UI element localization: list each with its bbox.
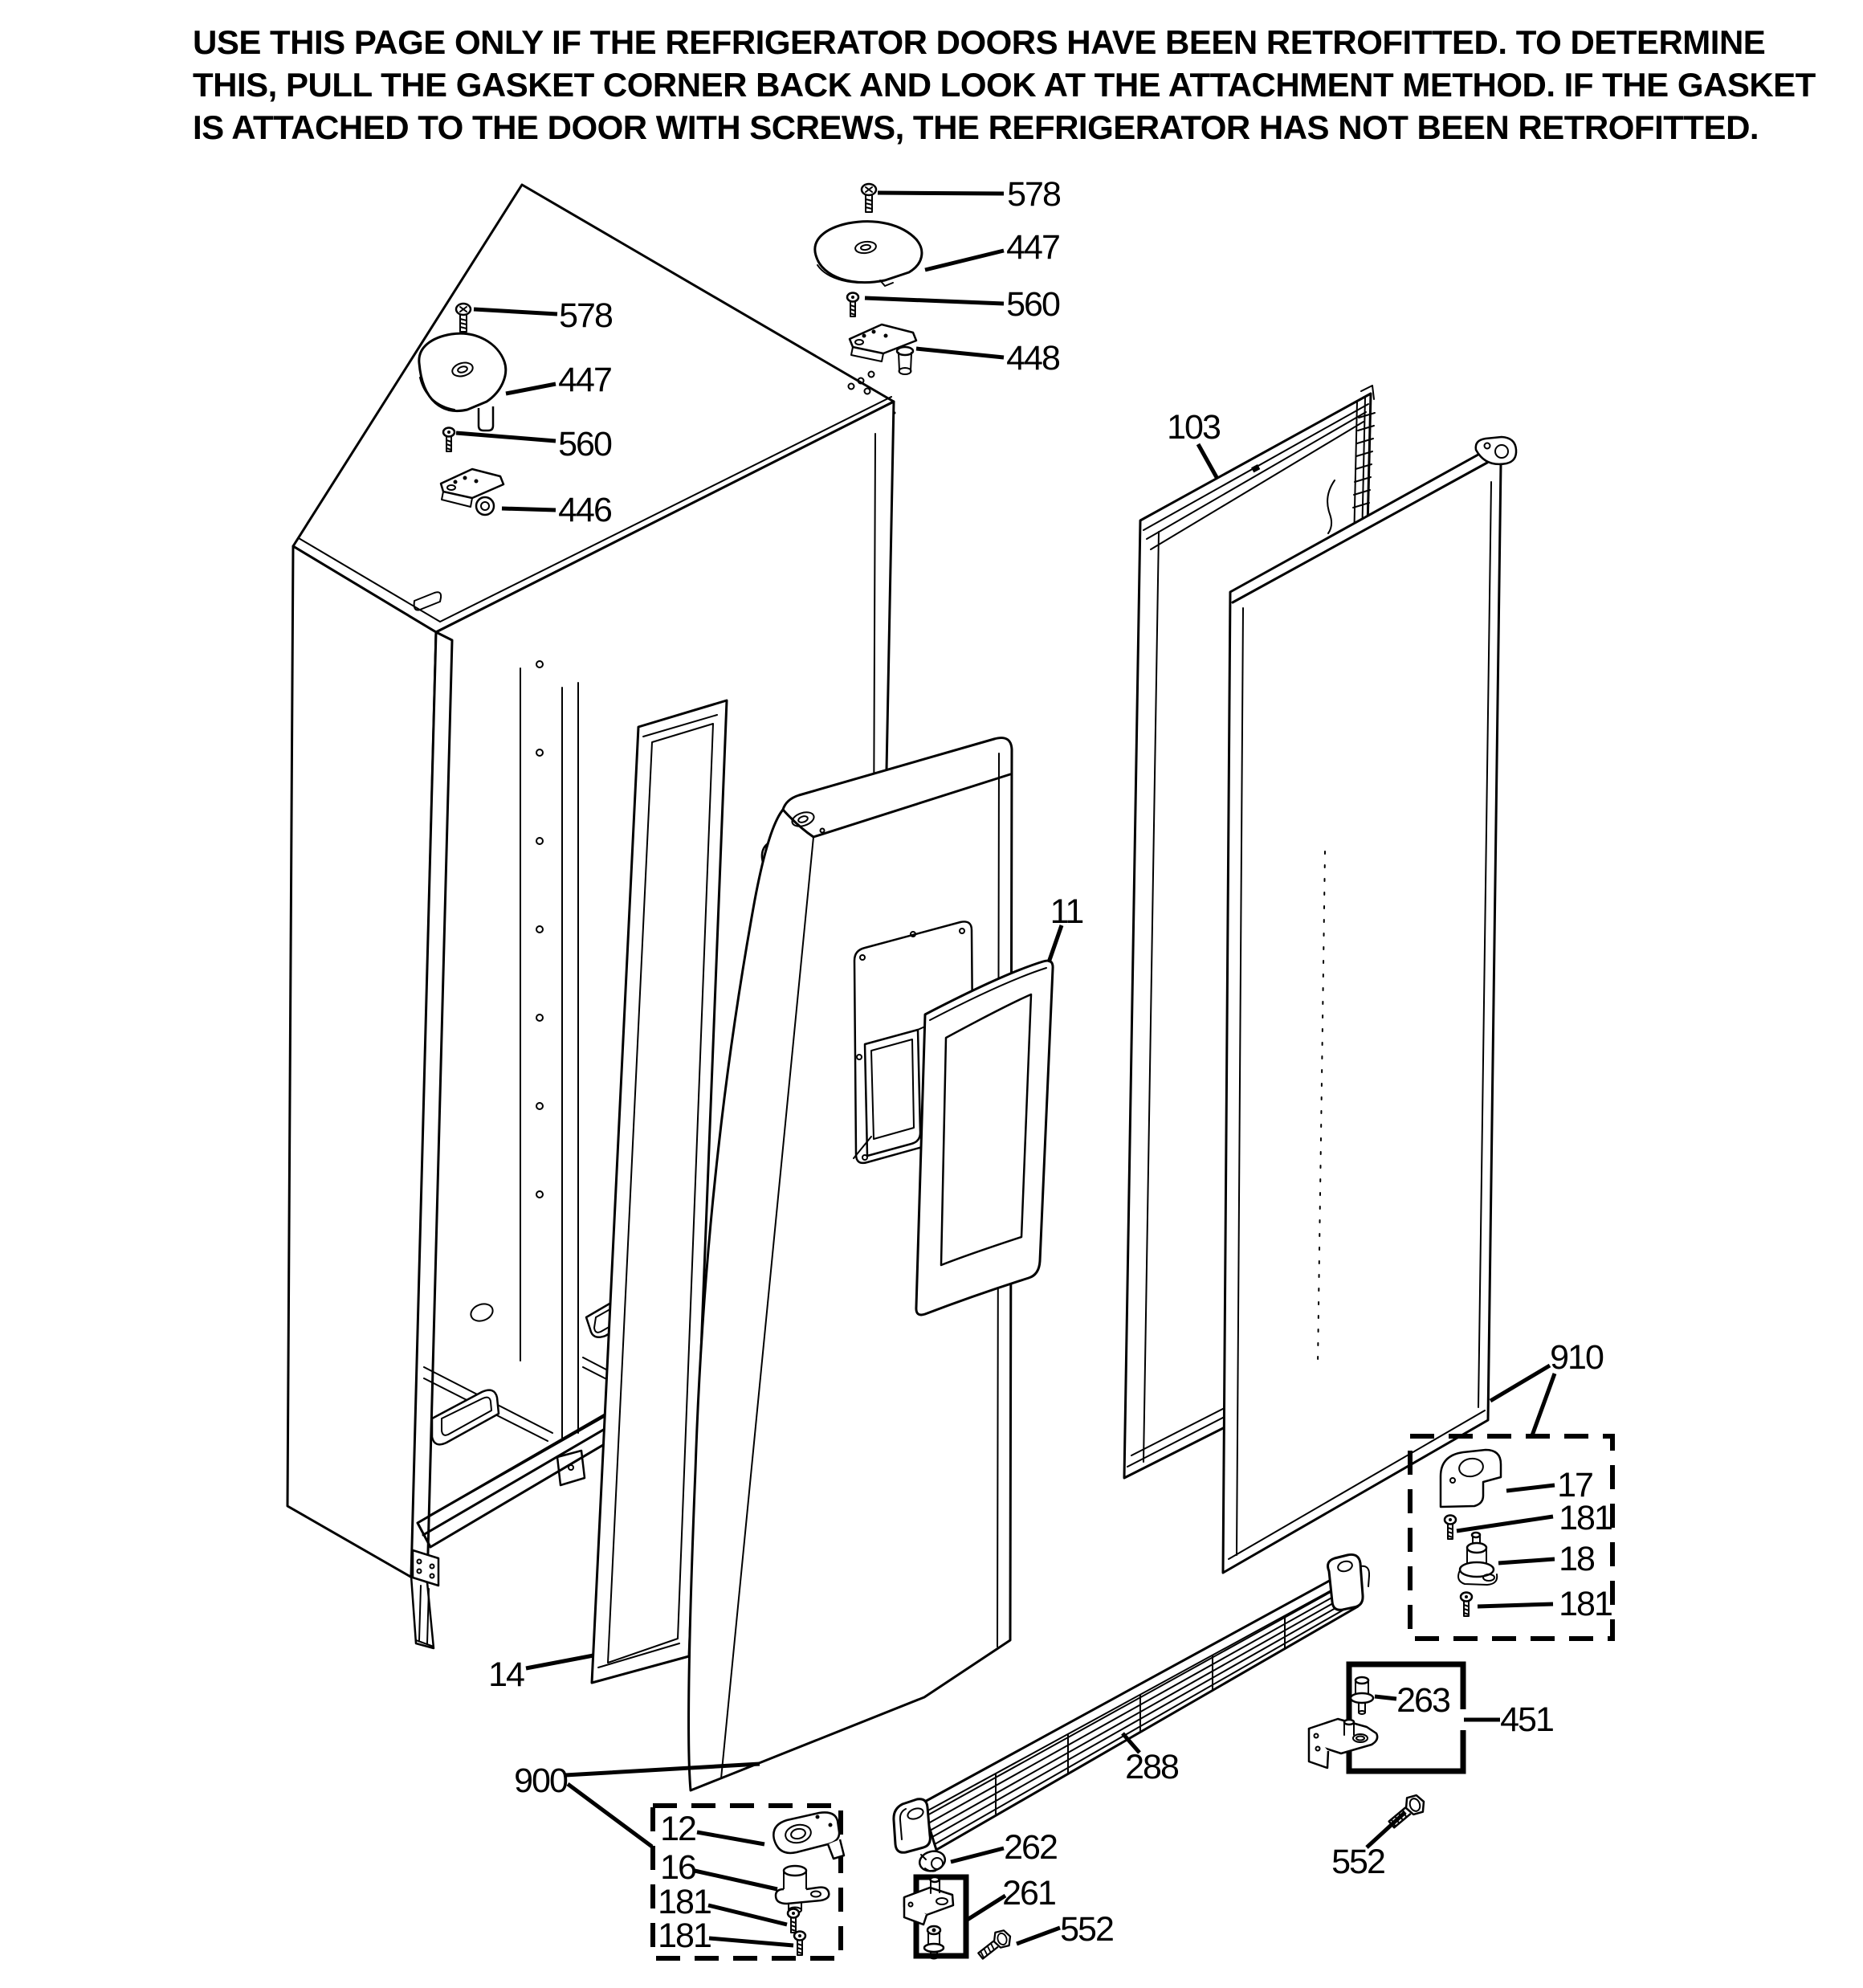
screw-181-c-icon: [788, 1909, 799, 1933]
callout-181-a: 181: [1559, 1499, 1612, 1537]
grille-right-end-cap: [1328, 1554, 1364, 1610]
leader-263: [1375, 1696, 1396, 1699]
door-handle-11: [916, 961, 1053, 1315]
callout-288: 288: [1125, 1748, 1178, 1786]
callout-451: 451: [1500, 1700, 1553, 1739]
bottom-hinge-bracket-261: [904, 1877, 953, 1925]
callout-181-d: 181: [658, 1917, 711, 1955]
instruction-line-3: IS ATTACHED TO THE DOOR WITH SCREWS, THE REFRIGERATOR HAS NOT BEEN RETROFITTED.: [193, 108, 1759, 146]
fresh-food-door: [1223, 437, 1516, 1573]
leader-447-right: [925, 251, 1004, 270]
callout-103: 103: [1167, 408, 1220, 447]
callout-448: 448: [1006, 339, 1059, 378]
leader-181-c: [708, 1905, 787, 1925]
callout-578-top-left: 578: [559, 296, 612, 335]
callout-14: 14: [488, 1655, 524, 1694]
bolt-552-mid-icon: [975, 1927, 1014, 1964]
callout-263: 263: [1396, 1681, 1449, 1720]
leader-14: [526, 1655, 593, 1668]
callout-552-right: 552: [1331, 1843, 1384, 1881]
callout-560-top-right: 560: [1006, 285, 1059, 324]
hinge-kit-261: [904, 1848, 1014, 1963]
hinge-bracket-17: [1441, 1450, 1501, 1507]
callout-446: 446: [558, 491, 611, 529]
callout-447-top-right: 447: [1006, 228, 1059, 267]
callout-910: 910: [1550, 1338, 1603, 1377]
callout-16: 16: [660, 1848, 695, 1887]
grommet-262: [917, 1848, 947, 1873]
leader-12: [697, 1832, 764, 1844]
screw-560-right-icon: [847, 293, 858, 317]
leader-18: [1498, 1559, 1555, 1563]
leader-262: [951, 1848, 1004, 1862]
leader-910: [1490, 1365, 1555, 1435]
leader-560-right: [865, 298, 1004, 304]
door-bearing-16: [776, 1866, 829, 1913]
callout-262: 262: [1004, 1828, 1057, 1867]
leader-578-right: [878, 193, 1004, 194]
top-hinge-448: [850, 325, 916, 374]
leader-103: [1198, 444, 1217, 479]
screw-578-right-icon: [862, 184, 876, 212]
callout-560-top-left: 560: [558, 425, 611, 463]
leader-446: [502, 508, 556, 510]
leader-181-d: [709, 1938, 793, 1945]
callout-900: 900: [514, 1761, 567, 1800]
leader-552-mid: [1017, 1928, 1060, 1944]
leader-181-b: [1478, 1604, 1553, 1606]
bearing-stud-18: [1458, 1533, 1497, 1585]
leader-17: [1506, 1485, 1555, 1491]
callout-181-c: 181: [658, 1883, 711, 1921]
hinge-cap-447-right: [815, 222, 922, 286]
callout-18: 18: [1559, 1540, 1594, 1578]
instruction-line-1: USE THIS PAGE ONLY IF THE REFRIGERATOR DOORS HAVE BEEN RETROFITTED. TO DETERMINE: [193, 23, 1766, 61]
callout-11: 11: [1050, 892, 1083, 931]
screw-181-d-icon: [794, 1932, 805, 1956]
leader-261: [966, 1896, 1005, 1921]
screw-181-a-icon: [1445, 1516, 1456, 1540]
cabinet-left-face: [287, 546, 436, 1578]
callout-261: 261: [1002, 1874, 1055, 1912]
leader-448: [916, 349, 1004, 357]
callout-578-top-right: 578: [1007, 175, 1060, 214]
hinge-cam-12: [773, 1812, 844, 1859]
grille-left-end-cap: [894, 1799, 930, 1853]
top-parts-right: [815, 184, 922, 374]
screw-181-b-icon: [1461, 1593, 1472, 1617]
leader-181-a: [1457, 1517, 1553, 1531]
stud-263: [1351, 1677, 1373, 1714]
callout-552-mid: 552: [1060, 1910, 1113, 1949]
bottom-hinge-bracket-451: [1309, 1719, 1377, 1768]
instruction-line-2: THIS, PULL THE GASKET CORNER BACK AND LOOK AT THE ATTACHMENT METHOD. IF THE GASKET: [193, 66, 1816, 104]
callout-17: 17: [1557, 1466, 1592, 1504]
callout-447-top-left: 447: [558, 361, 611, 399]
callout-12: 12: [660, 1810, 695, 1848]
callout-181-b: 181: [1559, 1585, 1612, 1623]
